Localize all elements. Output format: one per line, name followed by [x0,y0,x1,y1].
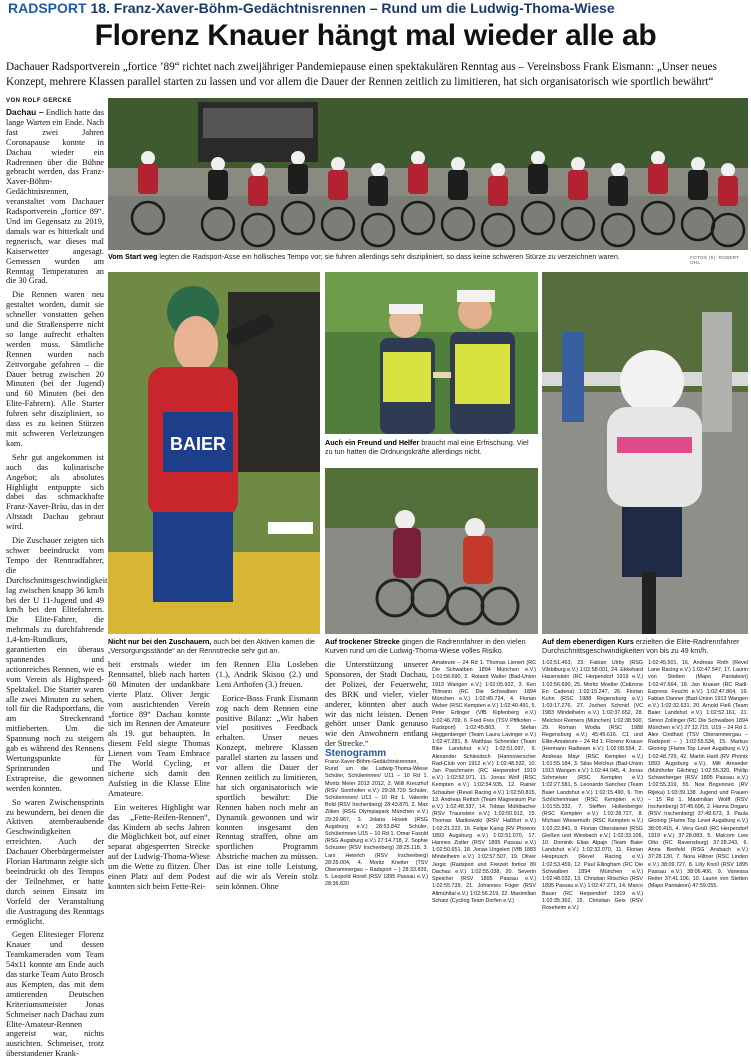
rider-helmet [331,157,345,171]
rider-helmet [491,163,505,177]
rider-helmet [691,157,705,171]
caption-elite: Auf dem ebenerdigen Kurs erzielten die Elite-Radrennfahrer Durchschnittsgeschwindigkeiten von bis zu 49 km/h. [542,637,740,656]
jersey-text: BAIER [170,434,227,454]
article-paragraph: fen Rennen Elia Losleben (1.), Andrik Skisou (2.) und Leni Arthofen (3.) freuen. [216,660,318,689]
rider-body [568,170,588,200]
article-column-3 [216,660,318,891]
article-paragraph: Sehr gut angekommen ist auch das kulinarische Angebot; als absolutes Highlight entpuppte sich dabei das schmackhafte Franz-Xaver-Bräu, das in der Altstadt Dachau gebraut wird. [6,452,104,532]
rider-helmet [721,163,735,177]
rider-body [248,176,268,206]
rider-helmet [571,157,585,171]
rider-body [688,170,708,200]
rider-body [648,164,668,194]
results-column-5: Amateure – 24 Rd 1. Thomas Lienert (RC Die Schwalben 1894 München e.V.) 1:01:58.690, 2. Roland Walter (Bad-Union 1913 Wangen e.V.) 1:02:05.922, 3. Ken Tillmann (RC Die Schwalben 1894 München e.V.) 1:02:45.724, 4. Florian Weber (RSC Kempten e.V.) 1:02:40.491, 5. Peter Ertinger (VfB Kipfenberg e.V.) 1:02:46.709, 6. Fred Fres (TSV Pfifkofen – Radsport) 1:02:45.863, 7. Stefan Heggenberger (Team Laura Lavinger e.V.) 1:02:47.281, 8. Matthias Schneider (Team Bike Landshut e.V.) 1:02:51.097, 9. Alexander Schlesitsch (Hannoverscher Rad-Club von 1912 e.V.) 1:02:48.532, 10. Jan Paschmann (RC Herpendorf 1919 e.V.) 1:02:52.971, 11. Jonas Wolf (RSC Kempten e.V.) 1:02:54.935, 12. Rainer Schauber (Revel Racing e.V.) 1:02:50.815, 13. Andreas Rettich (Team Magnesium Pur e.V.) 1:02:48.337, 14. Tobias Mühlbacher (RSV Traunstein e.V.) 1:02:50.912, 15. Thomas Marikowski (RSV Haßfurt e.V.) 1:02:21.222, 16. Felipe Kanig (RV Phoenix 1893 Augsburg e.V.) 1:02:51.070, 17. Hannes Zistler (RSV 1895 Passau e.V.) 1:02:50.651, 18. Jonas Ungelert (VfB 1883 Mindelheim e.V.) 1:02:57.507, 19. Oliver Jergic (Radsport und Freizeit fortice 89 Dachau e.V.) 1:02:55.038, 20. Severin Speicher (RSV 1895 Passau e.V.) 1:02:55.739, 21. Johannes Föger (RSV Altmühltal e.V.) 1:02:56.219, 22. Maximilian Schatz (Cycling Team Dorfen e.V.) [432,660,536,904]
rider-body [328,170,348,200]
rider-body [718,176,738,206]
rider-body [138,164,158,194]
photo-elite-rider [542,272,748,634]
article-paragraph: Ein weiteres Highlight war das „Fette-Reifen-Rennen“, das Kindern ab sechs Jahren die Möglichkeit bot, auf einer separat abgesperrten Strecke auf der Ludwig-Thoma-Wiese um die Wette zu flitzen. Über einen Platz auf dem Podest konnten sich beim Fette-Rei- [108,802,210,891]
article-paragraph: Eorice-Boss Frank Eismann zog nach dem Rennen eine positive Bilanz: „Wir haben viel positives Feedback erhalten. Unser neues Konzept, mehrere Klassen parallel starten zu lassen und vor allem die Dauer der Rennen zeitlich zu limitieren, hat sich organisatorisch wie sportlich bewährt: Die Rennen haben noch mehr an Dynamik gewonnen und wir konnten insgesamt den Renntag straffen, ohne am sportlichen Programm Abstriche machen zu müssen. Das ist eine tolle Leistung, auf die wir als Verein stolz sein können. Ohne [216,693,318,891]
curve-riders-illustration [325,468,538,634]
dateline: Dachau – [6,107,44,117]
rider-helmet [451,157,465,171]
rider-body [528,164,548,194]
rider-helmet [531,151,545,165]
article-paragraph: Die Zuschauer zeigten sich schwer beeindruckt vom Tempo der Rennradfahrer, die Durchschnittsgeschwindigkeit lag zwischen knapp 36 km/h bei der U 11-Jugend und 49 km/h bei den Elitefahrern. Die Elite-Fahrer, die mehrmals zu durchfahrende 1,4-km-Rundkurs, garantierten ein überaus spannendes und actionreiches Rennen, wie es vom Verein als Highspeed-Spektakel. Die Starter waren alle zwei Minuten zu sehen, toll für die Radsportfans, die am Streckenrand mitfieberten. Um die Spannung noch zu steigern gab es während des Rennens Wertungspunkte für Sprintrunden und Extrapreise, die gewonnen werden konnten. [6,536,108,793]
elite-rider-illustration [542,272,748,634]
results-column-6: 1:02:51.463, 23. Fabian Ulrby (RSG Vilsbiburg e.V.) 1:02:58.001, 24. Ekkehard Hauenstein (RC Herpendorf 1919 e.V.) 1:02:56.690, 25. Moritz Moeller (Cidizone En Cadena) 1:02:15.247, 26. Florian Kuhn (RSC 1988 Regensburg e.V.) 1:03:17.276, 27. Jochen Schmid (VC 1983 Mindelheim e.V.) 1:02:37.652, 28. Melchior Reimers (München) 1:02:38.500, 29. Roman Wodla (RSC 1988 Regensburg e.V.) 45:45.616. C1 und Elite-Amateure – 24 Rd 1. Florenz Knauer (Hermann Radteam e.V.) 1:02:08.554, 2. Andreas Mayr (RSC Kempten e.V.) 1:01:55.184, 3. Silas Melchus (Bad-Union 1913 Wangen e.V.) 1:02:44.045, 4. Jonas Schmeiser (RSC Kempten e.V.) 1:02:27.581, 5. Leonardo Sanchez (Team Baier Landshut e.V.) 1:02:15.490, 6. Tim Schlichenmaier (RSC Kempten e.V.) 1:01:55.332, 7. Steffen Hollenberger (RSC Kempten e.V.) 1:02:28.727, 8. Michael Wiesemuth (RSC Kempten e.V.) 1:02:22.841, 9. Florian Oberstainer (RSG Gießen und Wiesbach e.V.) 1:02:33.106, 10. Dominik Elias Alpajn (Team Baier Landshut e.V.) 1:02:32.070, 11. Florian Hesprusch (Revel Racing e.V.) 1:02:53.459, 12. Paul Ellingham (RC Die Schwalben 1894 München e.V.) 1:02:48.032, 13. Christian Ritschko (RSV 1895 Passau e.V.) 1:02:47.271, 14. Marco Bauer (RC Herpendorf 1919 e.V.) 1:02:35.362, 15. Christian Geis (RSV Roseheim e.V.) [542,660,643,911]
article-paragraph: Die Rennen waren neu gestaltet worden, damit sie schneller vonstatten gehen und die Straßensperre nicht so lange aufrecht erhalten werden muss. Sämtliche Rennen wurden nach Zeitvorgabe gefahren – die Dauer betrug zwischen 20 Minuten (bei der Jugend) und 60 Minuten (bei den Elite-Fahrern). Alle Starter fuhren sehr diszipliniert, so dass es zu keinen Stürzen mit schweren Verletzungen kam. [6,290,104,448]
kicker-section: RADSPORT [8,0,87,16]
rider-helmet [371,163,385,177]
photo-race-start [108,98,748,250]
results-block: Franz-Xaver-Böhm-Gedächtnisrennen, Rund um die Ludwig-Thoma-Wiese Schüler, Schülerinnen/ U11 – 10 Rd 1. Moritz Meier 2013 2012, 2. Willi Kreuzhuf (RSV Sonthofen e.V.) 29:28.729 Schüler, Schülerinnen/ U13 – 10 Rd 1. Valentin Bold (RSV Irschenberg) 28:43.870, 2. Max Zilken (RSG Olympiapark München e.V.) 29:29.967, 3. Jolana Hosek (RSG Augsburg e.V.) 28:53.842 Schüler, Schülerinnen U15 – 10 Rd 1. Omar Fasold (RSG Augsburg e.V.) 27:14.718, 2. Sophie Schuster (RSV Irschenberg) 28:25.118, 3. Lars Heinrich (RSV Irschenberg) 28:25.004, 4. Moritz Kneiter (TSV Oberammergau – Radsport – ) 28:33.839, 5. Leopold Horell (RSV 1895 Passau e.V.) 28:36.820 [325,759,428,888]
rider-helmet [251,163,265,177]
police-icecream-illustration [325,272,538,434]
photo-curve-riders [325,468,538,634]
rider-body [488,176,508,206]
kicker-title: 18. Franz-Xaver-Böhm-Gedächtnisrennen – Rund um die Ludwig-Thoma-Wiese [90,0,615,16]
rider-drinking-illustration [108,272,320,634]
rider-body [288,164,308,194]
stenogramm-heading: Stenogramm [325,748,387,759]
article-paragraph: Gegen Elitesieger Florenz Knauer und dessen Teamkameraden vom Team 54x11 konnte am Ende auch das starke Team Auto Brosch aus Kempten, das mit dem amtierenden Deutschen Kriteriumsmeister Jonas Schmeiser nach Dachau zum Elite-Amateur-Rennen angereist war, nichts ausrichten. Schmeiser, trotz überstandener Krank- [6,930,104,1059]
rider-helmet [141,151,155,165]
results-column-7: 1:02:45.501, 16. Andreas Roth (Revel Lane Racing e.V.) 1:02:47.547, 17. Laurin von Stetten (Mapo Pantaleon) 1:02:47.664, 18. Jan Knauer (RC Radl-Express Feucht e.V.) 1:02:47.864, 19. Fabian Danner (Bad-Union 1913 Wangen e.V.) 1:02:32.631, 20. Arnold Fieß (Team Baier Landshut e.V.) 1:02:52.161, 21. Simon Zollinger (RC Die Schwalben 1894 München e.V.) 27:12.715. U19 – 24 Rd 1. Alex Cindhart (TSV Oberammergau – Radsport – ) 1:02:55.534, 15. Markus Gloning (Flame.Top Level Augsburg e.V.) 1:02:48.729, 42. Martin Hartl (RV Phönix 1893 Augsburg e.V.), Milt Arnseder (Mühlhofer Gilching) 1:02:55.320, Phillip Schwerberger (RSV 1895 Passau e.V.) 1:02:55.319, 55. Noa Bogunovic (RV Rijeka) 1:03:39.138. Jugend und Frauen – 15 Rd 1. Maximilian Wolff (RSV Irschenberg) 37:45.696, 2. Hanna Dogaru (RSV Irschenberg) 37:49.673, 3. Paula Gloning (Flame.Top Level Augsburg e.V.) 38:05.415, 4. Vera Groß (RC Herpendorf 1919 e.V.) 37:28.083, 5. Malcom Lew Otto (RC Ravensburg) 37:28.243, 6. Anna Benfeld (RSG Ansbach e.V.) 37:28.130, 7. Nora Hiltner (RSC Linden e.V.) 38:09.727, 8. Lilly Knoll (RSV 1895 Passau e.V.) 38:06.406, 9. Vanessa Reiter 37:41.106, 10. Laurin von Stetten (Mapo Pantaleon) 47:59.055. [648,660,748,890]
rider-body [208,170,228,200]
race-start-illustration [108,98,748,250]
rider-body [368,176,388,206]
lead-paragraph: Dachauer Radsportverein „fortice ’89“ richtet nach zweijähriger Pandemiepause einen spektakulären Renntag aus – Vereinsboss Frank Eismann: „Unser neues Konzept, mehrere Klassen parallel starten zu lassen und vor allem die Dauer der Rennen zeitlich zu limitieren, hat sich organisatorisch wie sportlich bewährt“ [6,61,717,88]
rider-helmet [411,151,425,165]
article-paragraph: So waren Zwischensprints zu bewundern, bei denen die Aktiven atemberaubende Geschwindigkeiten erreichten. Auch der Dachauer Oberbürgermeister Florian Hartmann zeigte sich beeindruckt ob des Tempos der Teilnehmer, er hatte durch seinen Einsatz im Vorfeld der Veranstaltung die Austragung des Renntags ermöglicht. [6,797,104,926]
article-column-2 [108,660,210,891]
headline: Florenz Knauer hängt mal wieder alle ab [94,19,657,52]
rider-helmet [291,151,305,165]
article-paragraph: die Unterstützung unserer Sponsoren, der Stadt Dachau, der Polizei, der Feuerwehr, des BRK und vieler, vieler anderer, könnten aber auch wir das nicht leisten. Denen gehört unser Dank genauso wie den Anwohnern entlang der Strecke.“ [325,660,428,749]
kicker [8,0,748,18]
rider-body [408,164,428,194]
photo-rider-drinking [108,272,320,634]
caption-race-start: Vom Start weg legten die Radsport-Asse ein höllisches Tempo vor; sie fuhren allerdings sehr diszipliniert, so dass keine schweren Stürze zu verzeichnen waren. [108,252,620,261]
caption-rider-drinking: Nicht nur bei den Zuschauern, auch bei den Aktiven kamen die „Versorgungsstände“ an der Rennstrecke sehr gut an. [108,637,315,656]
byline: VON ROLF GERCKE [6,98,72,104]
article-paragraph: heit erstmals wieder im Rennsattel, blieb nach harten 60 Minuten der undankbare vierte Platz. Oliver Jergic vom ausrichtenden Verein „fortice 89“ Dachau konnte sich im Rennen der Amateure als 19. gut behaupten. In diesem Feld siegte Thomas Lienert vom Team Embrace The World Cycling, er sicherte sich damit den Aufstieg in die Klasse Elite Amateure. [108,660,210,798]
rider-body [448,170,468,200]
caption-police-icecream: Auch ein Freund und Helfer braucht mal eine Erfrischung. Viel zu tun hatten die Ordnungskräfte allerdings nicht. [325,438,529,457]
article-paragraph: Dachau – Endlich hatte das lange Warten ein Ende. Nach fast zwei Jahren Coronapause konnte in Dachau wieder ein Radrennen über die Bühne gebracht werden, das Franz-Xaver-Böhm-Gedächtnisrennen, veranstaltet vom Dachauer Radsportverein „fortice 89“. Und im Gegensatz zu 2019, damals war es bitterkalt und regnerisch, war dieses mal Kaiserwetter angesagt. Gemessen wurden am Renntag Temperaturen an die 30 Grad. [6,107,104,286]
rider-helmet [211,157,225,171]
rider-body [608,176,628,206]
photo-police-icecream [325,272,538,434]
rider-helmet [611,163,625,177]
rider-helmet [651,151,665,165]
photo-credit: FOTOS (5): ROBERT OHL [690,255,740,265]
caption-curve: Auf trockener Strecke gingen die Radrennfahrer in den vielen Kurven rund um die Ludwig-Thoma-Wiese volles Risiko. [325,637,526,656]
article-column-4 [325,660,428,888]
article-column-1 [6,107,108,1059]
